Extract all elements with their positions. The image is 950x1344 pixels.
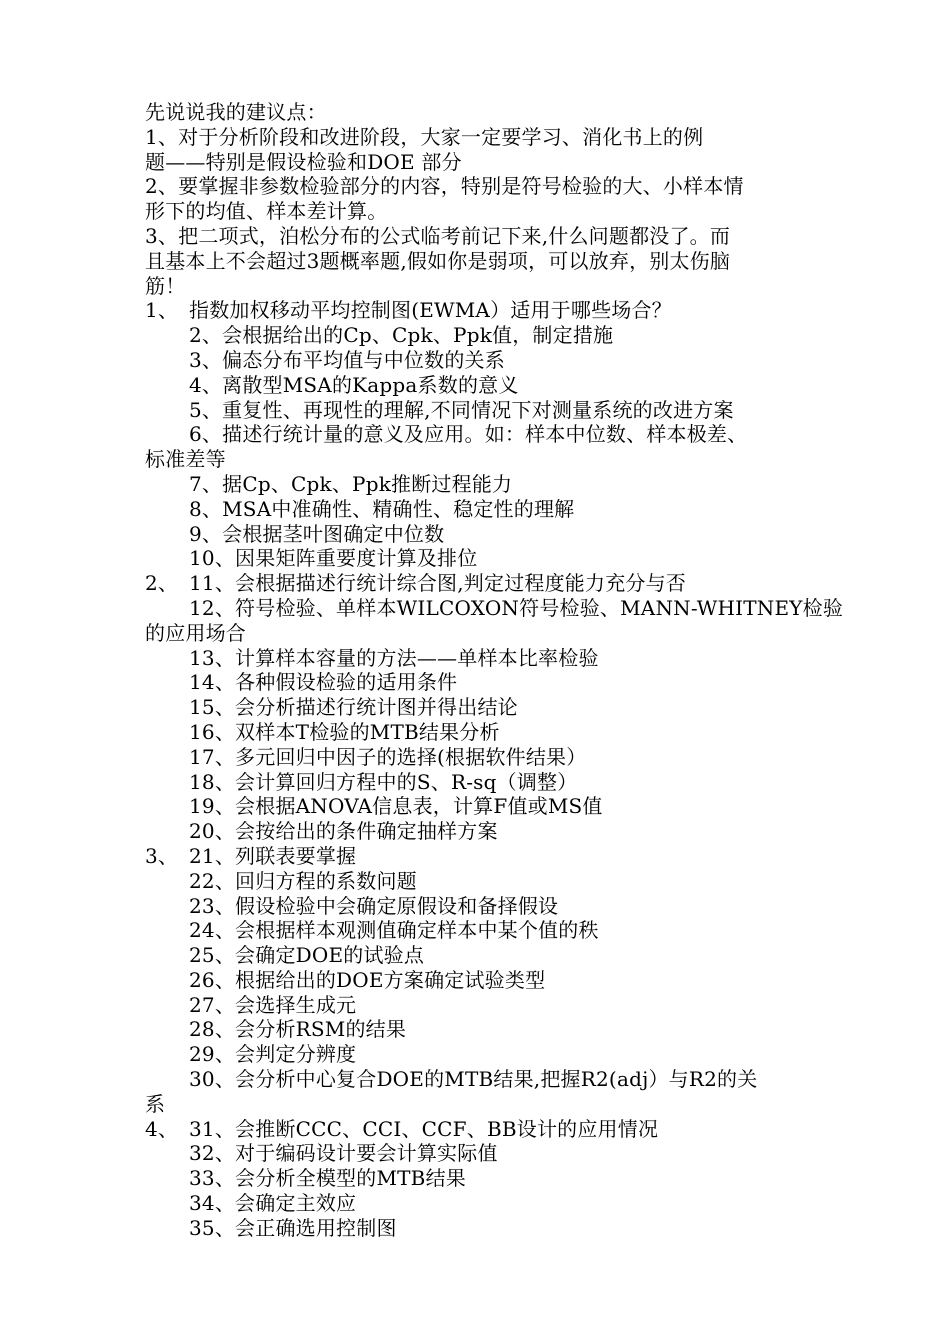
list-item: 14、各种假设检验的适用条件	[189, 670, 458, 695]
list-item: 9、会根据茎叶图确定中位数	[189, 521, 445, 546]
list-item-continuation: 系	[145, 1091, 166, 1116]
list-item: 23、假设检验中会确定原假设和备择假设	[189, 893, 559, 918]
list-item: 3、偏态分布平均值与中位数的关系	[189, 347, 505, 372]
list-item-text: 指数加权移动平均控制图(EWMA）适用于哪些场合？	[189, 298, 672, 323]
list-item: 18、会计算回归方程中的S、R-sq（调整）	[189, 769, 578, 794]
list-item: 32、对于编码设计要会计算实际值	[189, 1141, 498, 1166]
list-item-text: 21、列联表要掌握	[189, 843, 357, 868]
list-item: 20、会按给出的条件确定抽样方案	[189, 819, 498, 844]
list-item: 19、会根据ANOVA信息表，计算F值或MS值	[189, 794, 603, 819]
list-item: 15、会分析描述行统计图并得出结论	[189, 695, 518, 720]
list-item: 6、描述行统计量的意义及应用。如：样本中位数、样本极差、	[189, 422, 748, 447]
section-number: 2、	[145, 571, 179, 596]
list-item: 8、MSA中准确性、精确性、稳定性的理解	[189, 496, 575, 521]
advice-line: 形下的均值、样本差计算。	[145, 199, 388, 224]
advice-line: 题——特别是假设检验和DOE 部分	[145, 149, 462, 174]
list-item: 33、会分析全模型的MTB结果	[189, 1166, 466, 1191]
list-item-continuation: 的应用场合	[145, 620, 246, 645]
document-page	[145, 100, 844, 1241]
list-item: 2、会根据给出的Cp、Cpk、Ppk值，制定措施	[189, 323, 614, 348]
list-item: 24、会根据样本观测值确定样本中某个值的秩	[189, 918, 599, 943]
section-number: 4、	[145, 1116, 179, 1141]
list-item: 7、据Cp、Cpk、Ppk推断过程能力	[189, 471, 513, 496]
section-first-item	[145, 571, 810, 596]
list-item: 34、会确定主效应	[189, 1191, 357, 1216]
list-item-text: 31、会推断CCC、CCI、CCF、BB设计的应用情况	[189, 1116, 659, 1141]
list-item: 5、重复性、再现性的理解,不同情况下对测量系统的改进方案	[189, 397, 734, 422]
advice-line: 2、要掌握非参数检验部分的内容，特别是符号检验的大、小样本情	[145, 174, 744, 199]
list-item: 10、因果矩阵重要度计算及排位	[189, 546, 478, 571]
advice-line: 3、把二项式，泊松分布的公式临考前记下来,什么问题都没了。而	[145, 223, 731, 248]
list-item: 35、会正确选用控制图	[189, 1215, 397, 1240]
list-item: 22、回归方程的系数问题	[189, 868, 417, 893]
advice-line: 1、对于分析阶段和改进阶段，大家一定要学习、消化书上的例	[145, 124, 704, 149]
section-number: 3、	[145, 843, 179, 868]
intro-heading: 先说说我的建议点：	[145, 100, 327, 124]
section-first-item	[145, 298, 810, 323]
list-item: 26、根据给出的DOE方案确定试验类型	[189, 967, 546, 992]
list-item: 30、会分析中心复合DOE的MTB结果,把握R2(adj）与R2的关	[189, 1067, 758, 1092]
list-item-text: 11、会根据描述行统计综合图,判定过程度能力充分与否	[189, 571, 687, 596]
list-item: 4、离散型MSA的Kappa系数的意义	[189, 372, 519, 397]
list-item: 12、符号检验、单样本WILCOXON符号检验、MANN-WHITNEY检验	[189, 595, 844, 620]
section-first-item	[145, 1117, 810, 1142]
list-item: 28、会分析RSM的结果	[189, 1017, 407, 1042]
advice-line: 且基本上不会超过3题概率题,假如你是弱项，可以放弃，别太伤脑	[145, 248, 731, 273]
list-item: 29、会判定分辨度	[189, 1042, 357, 1067]
list-item-continuation: 标准差等	[145, 447, 226, 472]
list-item: 13、计算样本容量的方法——单样本比率检验	[189, 645, 599, 670]
advice-line: 筋！	[145, 273, 186, 298]
list-item: 17、多元回归中因子的选择(根据软件结果）	[189, 744, 587, 769]
list-item: 27、会选择生成元	[189, 992, 357, 1017]
section-number: 1、	[145, 298, 179, 323]
section-first-item	[145, 844, 810, 869]
list-item: 16、双样本T检验的MTB结果分析	[189, 719, 500, 744]
list-item: 25、会确定DOE的试验点	[189, 943, 425, 968]
